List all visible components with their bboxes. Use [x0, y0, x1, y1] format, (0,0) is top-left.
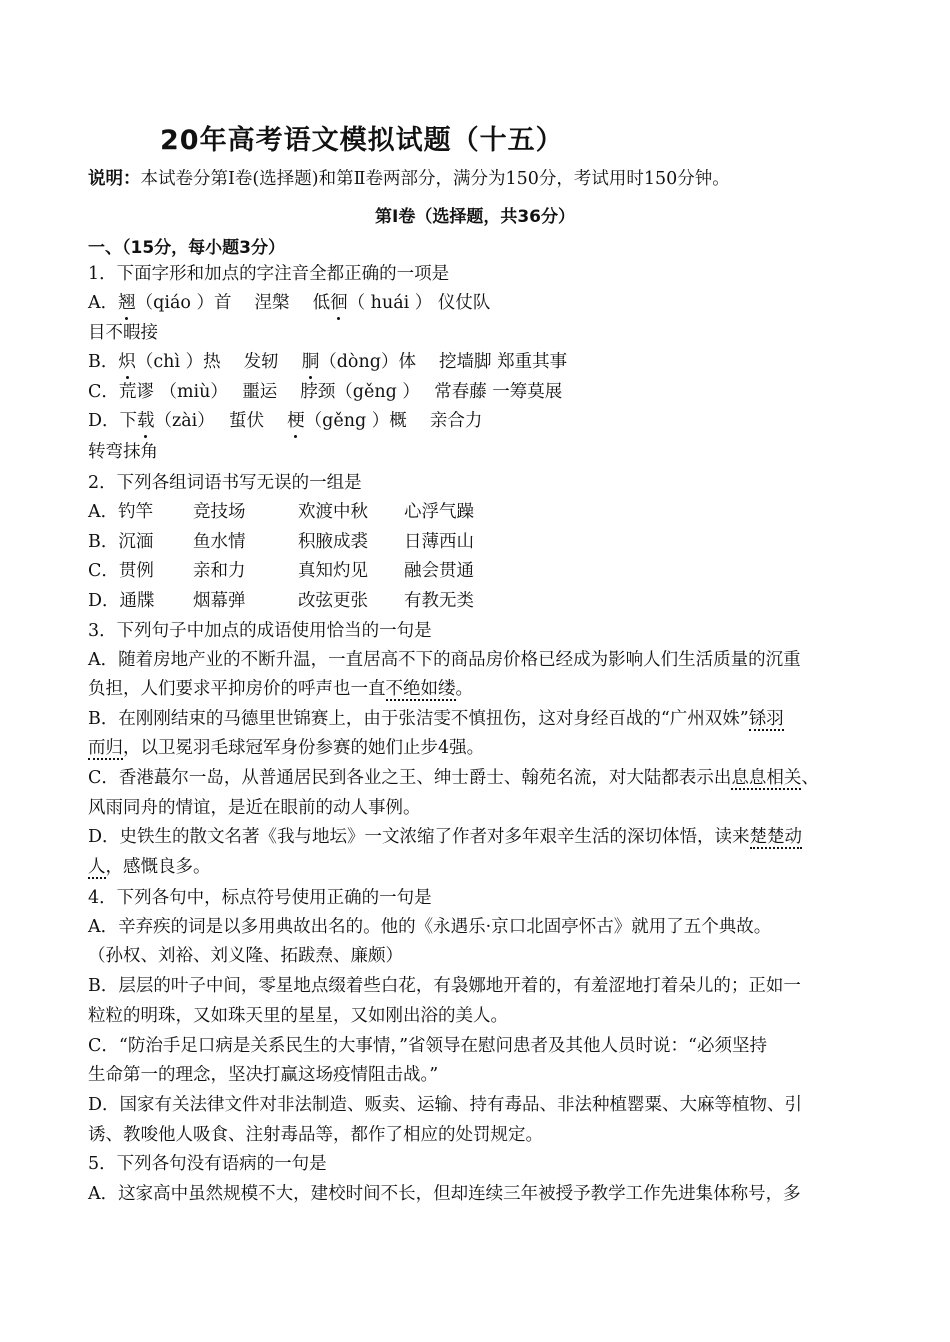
q4-option-d: D．国家有关法律文件对非法制造、贩卖、运输、持有毒品、非法种植罂粟、大麻等植物、引 [88, 1095, 803, 1115]
dotted-idiom: 不绝如缕 [385, 679, 456, 699]
intro-label: 说明： [88, 169, 141, 189]
dotted-idiom: 而归 [88, 738, 123, 758]
intro-text: 本试卷分第Ⅰ卷(选择题)和第Ⅱ卷两部分，满分为150分，考试用时150分钟。 [140, 169, 730, 189]
q1-option-a-cont: 目不暇接 [88, 323, 158, 343]
dotted-char: 胴 [301, 352, 320, 372]
q3-option-b: B．在刚刚结束的马德里世锦赛上，由于张洁雯不慎扭伤，这对身经百战的“广州双姝”铩羽 [88, 709, 784, 729]
q3-option-b-cont: 而归，以卫冕羽毛球冠军身份参赛的她们止步4强。 [88, 738, 485, 758]
dotted-char: 炽 [118, 352, 136, 372]
q2-option-c: C．贯例 亲和力 真知灼见 融会贯通 [88, 561, 474, 581]
dotted-idiom: 人 [88, 857, 106, 877]
q4-stem: 4．下列各句中，标点符号使用正确的一句是 [88, 888, 432, 908]
q3-option-a: A．随着房地产业的不断升温，一直居高不下的商品房价格已经成为影响人们生活质量的沉重 [88, 650, 801, 670]
q3-option-c: C．香港蕞尔一岛，从普通居民到各业之王、绅士爵士、翰苑名流，对大陆都表示出息息相关、 [88, 768, 819, 788]
part-heading: 一、（15分，每小题3分） [88, 238, 285, 258]
q2-option-b: B．沉湎 鱼水情 积腋成裘 日薄西山 [88, 532, 474, 552]
q3-stem: 3．下列句子中加点的成语使用恰当的一句是 [88, 621, 432, 641]
q1-option-c: C．荒谬 （miù） 噩运 脖颈（gěng ） 常春藤 一筹莫展 [88, 382, 563, 402]
section-heading: 第Ⅰ卷（选择题，共36分） [375, 207, 575, 227]
q2-stem: 2．下列各组词语书写无误的一组是 [88, 473, 362, 493]
q1-option-d-cont: 转弯抹角 [88, 442, 158, 462]
q4-option-c-cont: 生命第一的理念，坚决打赢这场疫情阻击战。” [88, 1065, 439, 1085]
q4-option-b: B．层层的叶子中间，零星地点缀着些白花，有袅娜地开着的，有羞涩地打着朵儿的；正如一 [88, 976, 801, 996]
q3-option-a-cont: 负担，人们要求平抑房价的呼声也一直不绝如缕。 [88, 679, 473, 699]
q1-option-b: B．炽（chì ）热 发轫 胴（dòng）体 挖墙脚 郑重其事 [88, 352, 568, 372]
q2-option-a: A．钓竿 竞技场 欢渡中秋 心浮气躁 [88, 502, 474, 522]
q4-option-d-cont: 诱、教唆他人吸食、注射毒品等，都作了相应的处罚规定。 [88, 1125, 543, 1145]
dotted-char: 徊 [330, 293, 348, 313]
q1-option-a: A．翘（qiáo ）首 涅槃 低徊（ huái ） 仪仗队 [88, 293, 491, 313]
q4-option-b-cont: 粒粒的明珠，又如珠天里的星星，又如刚出浴的美人。 [88, 1006, 508, 1026]
dotted-char: 载 [137, 411, 155, 431]
intro-note [88, 165, 730, 190]
q2-option-d: D．通牒 烟幕弹 改弦更张 有教无类 [88, 591, 474, 611]
q3-option-c-cont: 风雨同舟的情谊，是近在眼前的动人事例。 [88, 798, 421, 818]
q1-option-d: D．下载（zài） 蜇伏 梗（gěng ）概 亲合力 [88, 411, 483, 431]
q3-option-d: D．史铁生的散文名著《我与地坛》一文浓缩了作者对多年艰辛生活的深切体悟，读来楚楚动 [88, 827, 803, 847]
q5-stem: 5．下列各句没有语病的一句是 [88, 1154, 327, 1174]
q4-option-a-cont: （孙权、刘裕、刘义隆、拓跋焘、廉颇） [88, 946, 403, 966]
q3-option-d-cont: 人，感慨良多。 [88, 857, 211, 877]
dotted-char: 梗 [287, 411, 305, 431]
dotted-idiom: 息息相关 [731, 768, 802, 788]
dotted-idiom: 铩羽 [748, 709, 784, 729]
page-title: 20年高考语文模拟试题（十五） [160, 125, 564, 156]
q1-stem: 1．下面字形和加点的字注音全都正确的一项是 [88, 264, 450, 284]
dotted-idiom: 楚楚动 [749, 827, 803, 847]
dotted-char: 翘 [118, 293, 136, 313]
q4-option-c: C．“防治手足口病是关系民生的大事情，”省领导在慰问患者及其他人员时说：“必须坚持 [88, 1036, 767, 1056]
q4-option-a: A．辛弃疾的词是以多用典故出名的。他的《永遇乐·京口北固亭怀古》就用了五个典故。 [88, 917, 772, 937]
q5-option-a: A．这家高中虽然规模不大，建校时间不长，但却连续三年被授予教学工作先进集体称号，多 [88, 1184, 801, 1204]
